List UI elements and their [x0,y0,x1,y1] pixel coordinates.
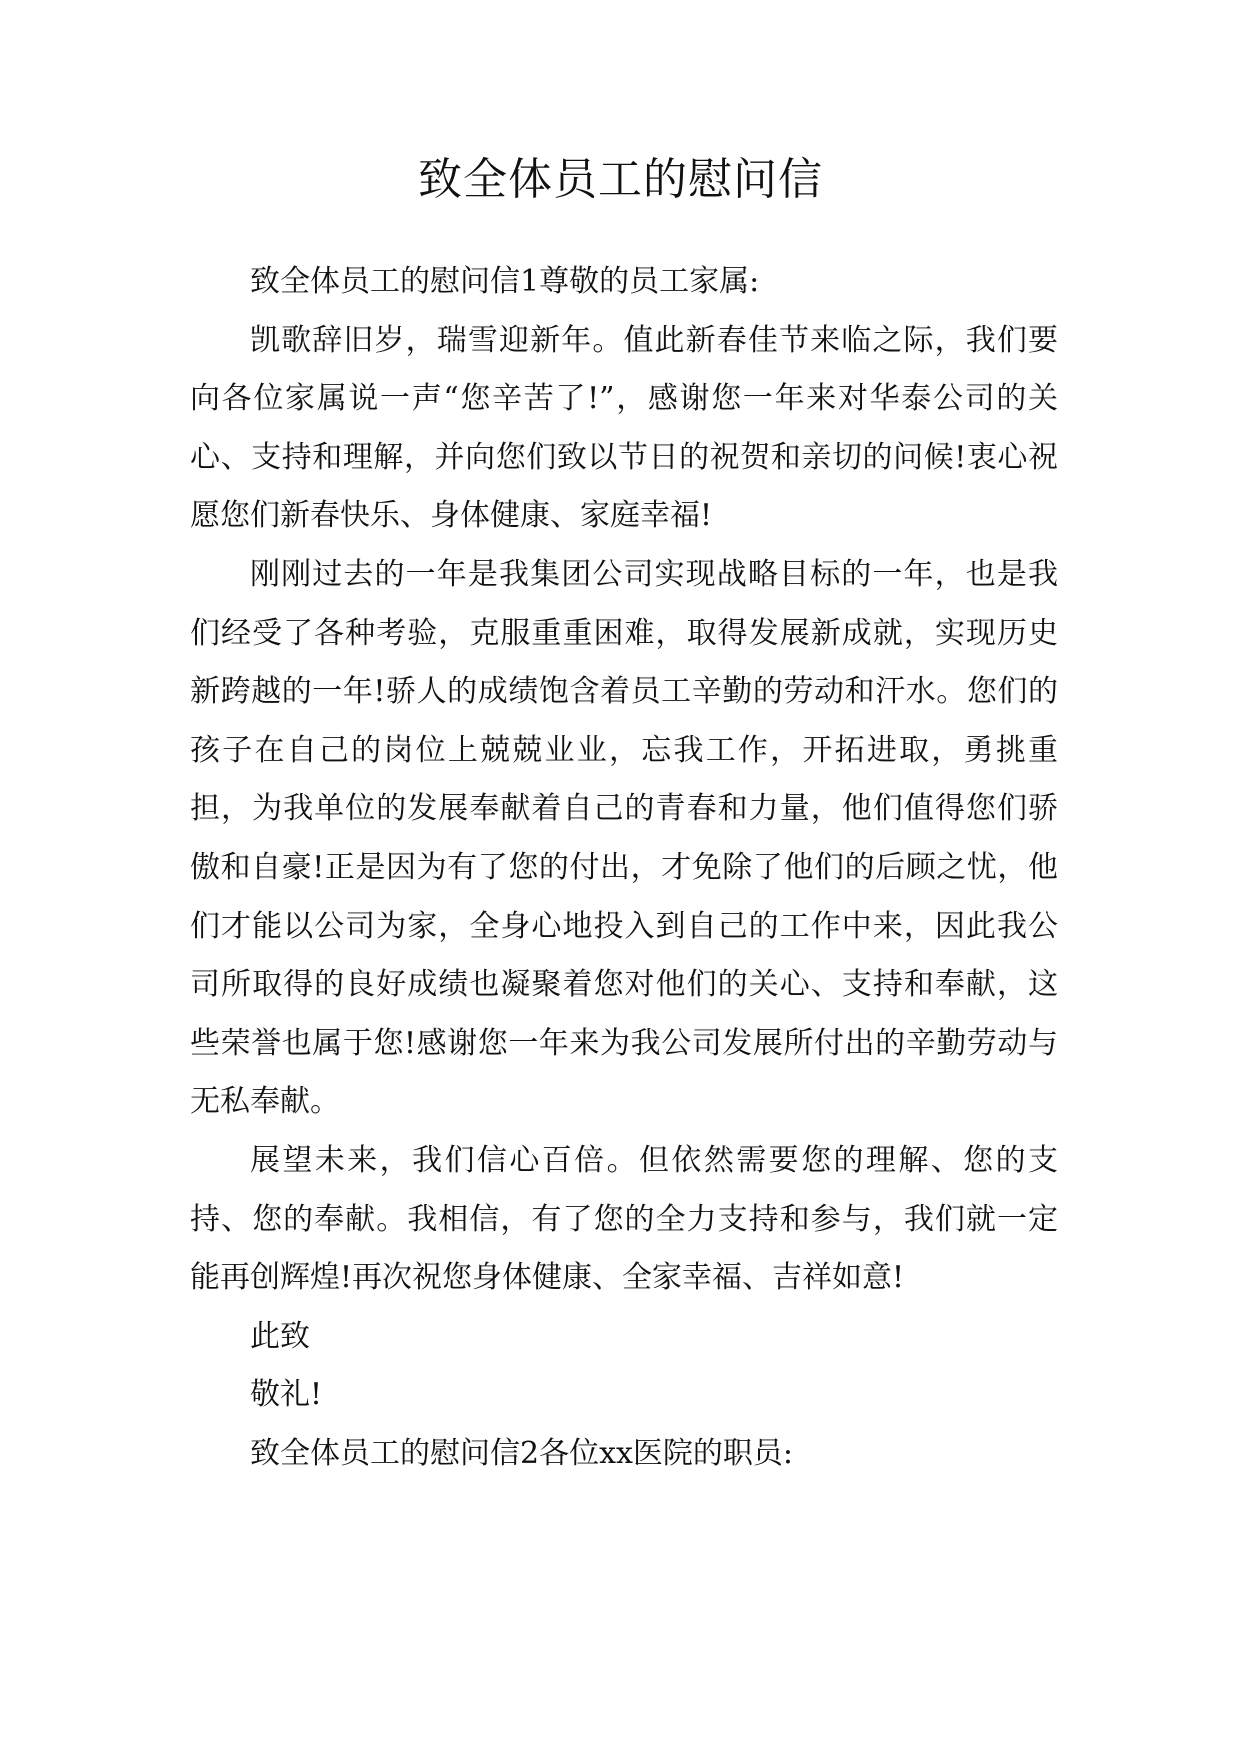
review-paragraph: 刚刚过去的一年是我集团公司实现战略目标的一年，也是我们经受了各种考验，克服重重困难，取得发展新成就，实现历史新跨越的一年!骄人的成绩饱含着员工辛勤的劳动和汗水。您们的孩子在自己的岗位上兢兢业业，忘我工作，开拓进取，勇挑重担，为我单位的发展奉献着自己的青春和力量，他们值得您们骄傲和自豪!正是因为有了您的付出，才免除了他们的后顾之忧，他们才能以公司为家，全身心地投入到自己的工作中来，因此我公司所取得的良好成绩也凝聚着您对他们的关心、支持和奉献，这些荣誉也属于您!感谢您一年来为我公司发展所付出的辛勤劳动与无私奉献。 [190,556,1058,1120]
greeting-paragraph: 凯歌辞旧岁，瑞雪迎新年。值此新春佳节来临之际，我们要向各位家属说一声“您辛苦了!”，感谢您一年来对华泰公司的关心、支持和理解，并向您们致以节日的祝贺和亲切的问候!衷心祝愿您们新春快乐、身体健康、家庭幸福! [190,322,1058,534]
letter-2-heading: 致全体员工的慰问信2各位xx医院的职员: [250,1435,794,1471]
outlook-paragraph: 展望未来，我们信心百倍。但依然需要您的理解、您的支持、您的奉献。我相信，有了您的全力支持和参与，我们就一定能再创辉煌!再次祝您身体健康、全家幸福、吉祥如意! [190,1142,1058,1296]
letter-1-heading: 致全体员工的慰问信1尊敬的员工家属: [250,264,760,299]
document-title: 致全体员工的慰问信 [418,154,823,205]
closing-line-1: 此致 [250,1318,310,1354]
document-body [190,253,1058,1483]
closing-line-2: 敬礼! [250,1377,323,1413]
